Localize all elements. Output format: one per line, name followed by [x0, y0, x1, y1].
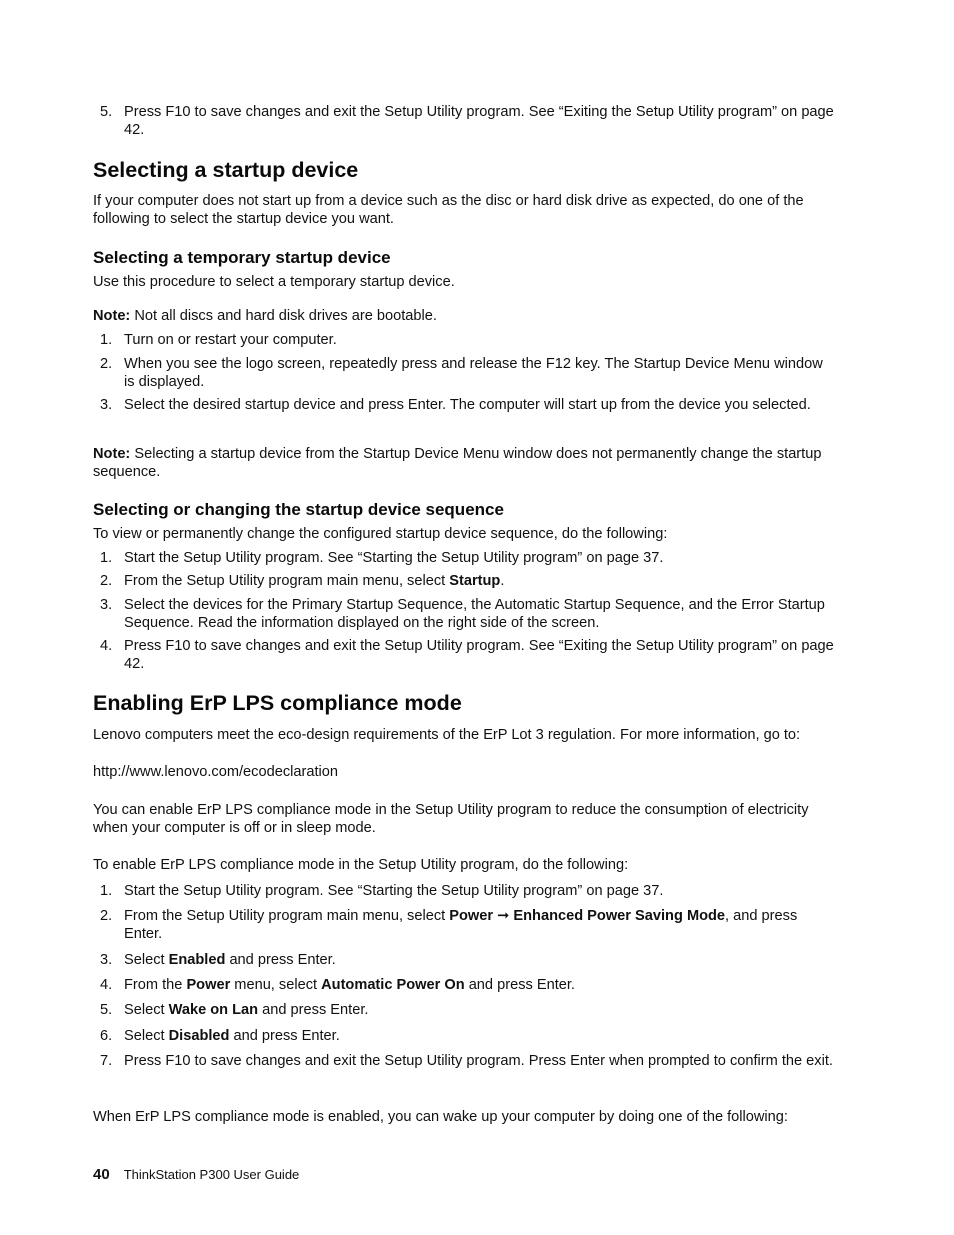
list-item [100, 572, 835, 590]
list-number: 2. [100, 573, 113, 589]
list-item [100, 1052, 835, 1070]
list-text: Turn on or restart your computer. [124, 332, 337, 348]
list-number: 4. [100, 977, 113, 993]
page-number: 40 [93, 1166, 110, 1183]
page-footer [93, 1165, 299, 1185]
list-text: Select Disabled and press Enter. [124, 1028, 340, 1044]
list-number: 5. [100, 104, 113, 120]
arrow-icon: ➞ [493, 908, 514, 924]
list-number: 2. [100, 356, 113, 372]
note-text: Not all discs and hard disk drives are bootable. [130, 308, 437, 324]
list-number: 2. [100, 908, 113, 924]
list-text: From the Setup Utility program main menu, select Power ➞ Enhanced Power Saving Mode, and press Enter. [124, 908, 798, 942]
paragraph: Lenovo computers meet the eco-design requirements of the ErP Lot 3 regulation. For more information, go to: [93, 727, 801, 743]
list-item [100, 596, 835, 632]
url-text: http://www.lenovo.com/ecodeclaration [93, 764, 338, 780]
subsection-heading: Selecting or changing the startup device sequence [93, 500, 504, 519]
list-text: Press F10 to save changes and exit the Setup Utility program. See “Exiting the Setup Utility program” on page 42. [124, 638, 834, 672]
list-item [100, 1001, 835, 1019]
menu-power: Power [186, 977, 231, 993]
note-label: Note: [93, 308, 131, 324]
note-label: Note: [93, 446, 131, 462]
menu-enhanced-power-saving-mode: Enhanced Power Saving Mode [513, 908, 726, 924]
list-text: From the Setup Utility program main menu, select Startup. [124, 573, 505, 589]
list-text: Select the desired startup device and press Enter. The computer will start up from the device you selected. [124, 397, 811, 413]
list-text: Select Enabled and press Enter. [124, 952, 336, 968]
list-number: 3. [100, 952, 113, 968]
list-item [100, 549, 835, 567]
menu-power: Power [449, 908, 494, 924]
paragraph: Use this procedure to select a temporary startup device. [93, 274, 455, 290]
list-text: Select Wake on Lan and press Enter. [124, 1002, 369, 1018]
list-text: Select the devices for the Primary Startup Sequence, the Automatic Startup Sequence, and the Error Startup Sequence. Read the information displayed on the right side of the screen. [124, 597, 825, 631]
list-text: Press F10 to save changes and exit the Setup Utility program. See “Exiting the Setup Utility program” on page 42. [124, 104, 834, 138]
list-text: When you see the logo screen, repeatedly press and release the F12 key. The Startup Device Menu window is displayed. [124, 356, 823, 390]
list-item [100, 976, 835, 994]
subsection-heading: Selecting a temporary startup device [93, 248, 391, 267]
list-item [100, 103, 835, 139]
list-item [100, 882, 835, 900]
paragraph: To view or permanently change the configured startup device sequence, do the following: [93, 526, 668, 542]
note [93, 307, 845, 325]
list-number: 7. [100, 1053, 113, 1069]
list-item [100, 1027, 835, 1045]
list-text: Start the Setup Utility program. See “Starting the Setup Utility program” on page 37. [124, 550, 664, 566]
list-item [100, 396, 835, 414]
note [93, 445, 845, 481]
list-item [100, 331, 835, 349]
paragraph: To enable ErP LPS compliance mode in the Setup Utility program, do the following: [93, 857, 629, 873]
option-automatic-power-on: Automatic Power On [321, 977, 465, 993]
list-number: 6. [100, 1028, 113, 1044]
option-wake-on-lan: Wake on Lan [168, 1002, 259, 1018]
list-number: 4. [100, 638, 113, 654]
section-heading: Selecting a startup device [93, 158, 359, 182]
list-item [100, 951, 835, 969]
paragraph: You can enable ErP LPS compliance mode in the Setup Utility program to reduce the consumption of electricity when your computer is off or in sleep mode. [93, 802, 809, 836]
paragraph: When ErP LPS compliance mode is enabled, you can wake up your computer by doing one of the following: [93, 1109, 788, 1125]
list-number: 1. [100, 550, 113, 566]
section-heading: Enabling ErP LPS compliance mode [93, 691, 462, 715]
list-item [100, 637, 835, 673]
list-text: Press F10 to save changes and exit the Setup Utility program. Press Enter when prompted to confirm the exit. [124, 1053, 833, 1069]
list-number: 1. [100, 332, 113, 348]
list-text: From the Power menu, select Automatic Power On and press Enter. [124, 977, 575, 993]
list-number: 3. [100, 397, 113, 413]
list-text: Start the Setup Utility program. See “Starting the Setup Utility program” on page 37. [124, 883, 664, 899]
menu-startup: Startup [449, 573, 501, 589]
list-number: 3. [100, 597, 113, 613]
note-text: Selecting a startup device from the Startup Device Menu window does not permanently change the startup sequence. [93, 446, 822, 480]
list-number: 1. [100, 883, 113, 899]
list-item [100, 355, 835, 391]
list-item [100, 907, 835, 943]
list-number: 5. [100, 1002, 113, 1018]
paragraph: If your computer does not start up from a device such as the disc or hard disk drive as expected, do one of the following to select the startup device you want. [93, 193, 804, 227]
guide-title: ThinkStation P300 User Guide [123, 1167, 300, 1182]
option-disabled: Disabled [168, 1028, 230, 1044]
option-enabled: Enabled [168, 952, 226, 968]
